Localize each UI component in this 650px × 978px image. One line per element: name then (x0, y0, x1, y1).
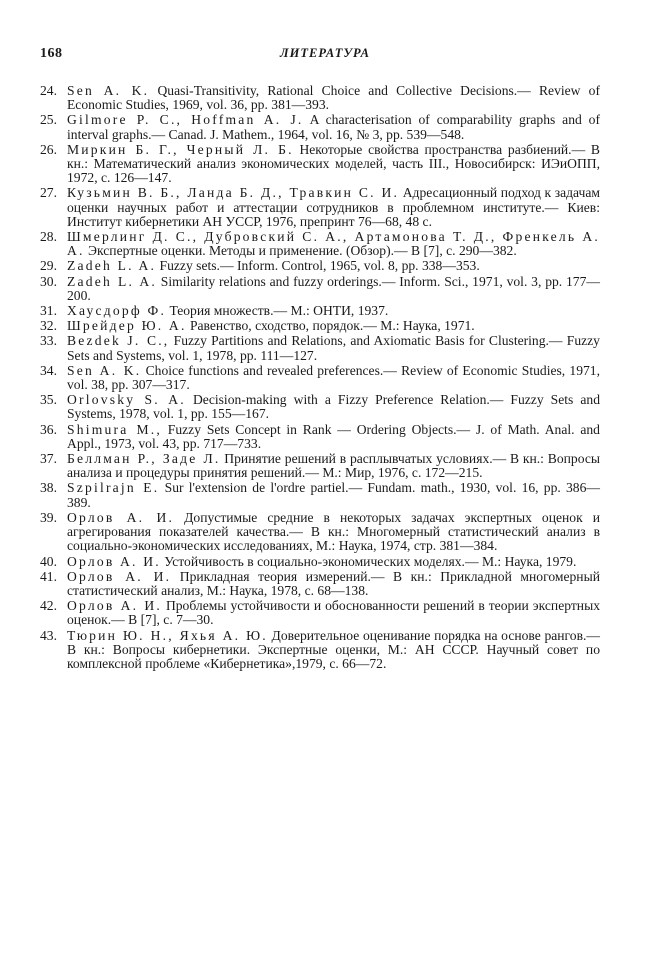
reference-number: 41. (40, 568, 57, 584)
reference-item (40, 143, 600, 186)
reference-number: 40. (40, 553, 57, 569)
reference-text: Fuzzy Sets Concept in Rank — Ordering Objects.— J. of Math. Anal. and Appl., 1973, vol. 43, pp. 717—733. (67, 421, 600, 451)
reference-text: Некоторые свойства пространства разбиений.— В кн.: Математический анализ экономических моделей, часть III., Новосибирск: ИЭиОПП, 1972, с. 126—147. (67, 141, 600, 186)
reference-number: 35. (40, 392, 57, 408)
reference-number: 27. (40, 185, 57, 201)
reference-item (40, 275, 600, 303)
reference-list (40, 84, 600, 672)
reference-author: Тюрин Ю. Н., Яхья А. Ю. (67, 627, 268, 643)
reference-author: Орлов А. И. (67, 568, 172, 584)
reference-item (40, 319, 600, 333)
reference-number: 33. (40, 333, 57, 349)
page-number: 168 (40, 46, 63, 61)
reference-item (40, 511, 600, 554)
reference-item (40, 393, 600, 421)
reference-number: 42. (40, 598, 57, 614)
reference-item (40, 334, 600, 362)
reference-text: Fuzzy Partitions and Relations, and Axiomatic Basis for Clustering.— Fuzzy Sets and Systems, vol. 1, 1978, pp. 111—127. (67, 333, 600, 363)
reference-item (40, 452, 600, 480)
reference-item (40, 629, 600, 672)
reference-text: Адресационный подход к задачам оценки научных работ и аттестации сотрудников в проблемном институте.— Киев: Институт кибернетики АН УССР, 1976, препринт 76—68, 48 с. (67, 185, 601, 229)
reference-author: Szpilrajn E. (67, 480, 160, 496)
reference-number: 29. (40, 258, 57, 274)
reference-author: Sen A. K. (67, 362, 142, 378)
reference-text: Fuzzy sets.— Inform. Control, 1965, vol. 8, pp. 338—353. (156, 258, 480, 274)
reference-text: Устойчивость в социально-экономических моделях.— М.: Наука, 1979. (160, 553, 577, 569)
reference-text: Экспертные оценки. Методы и применение. (Обзор).— В [7], с. 290—382. (84, 243, 517, 259)
reference-text: Допустимые средние в некоторых задачах экспертных оценок и агрегирования показателей качества.— В кн.: Многомерный статистический анализ в социально-экономических исследованиях, М.: Наука, 1974, стр. 381—384. (67, 509, 600, 554)
reference-text: Quasi-Transitivity, Rational Choice and Collective Decisions.— Review of Economic Studies, 1969, vol. 36, pp. 381—393. (67, 83, 601, 113)
reference-number: 24. (40, 83, 57, 98)
reference-author: Шмерлинг Д. С., Дубровский С. А., Артамонова Т. Д., Френкель А. А. (67, 229, 600, 259)
reference-text: Similarity relations and fuzzy orderings.— Inform. Sci., 1971, vol. 3, pp. 177—200. (67, 273, 600, 303)
reference-item (40, 186, 600, 229)
reference-item (40, 599, 600, 627)
reference-item (40, 113, 600, 141)
reference-author: Орлов А. И. (67, 509, 175, 525)
reference-number: 28. (40, 229, 57, 245)
reference-text: Decision-making with a Fizzy Preference Relation.— Fuzzy Sets and Systems, 1978, vol. 1, pp. 155—167. (67, 392, 601, 422)
reference-number: 31. (40, 303, 57, 319)
reference-author: Bezdek J. C., (67, 333, 170, 349)
reference-text: Проблемы устойчивости и обоснованности решений в теории экспертных оценок.— В [7], с. 7—30. (67, 598, 600, 628)
reference-number: 26. (40, 141, 57, 157)
reference-item (40, 230, 600, 258)
reference-number: 25. (40, 112, 57, 128)
reference-author: Zadeh L. A. (67, 273, 157, 289)
reference-text: Равенство, сходство, порядок.— М.: Наука, 1971. (186, 318, 475, 334)
reference-text: Доверительное оценивание порядка на основе рангов.— В кн.: Вопросы кибернетики. Экспертные оценки, М.: АН СССР. Научный совет по комплексной проблеме «Кибернетика»,1979, с. 66—72. (67, 627, 601, 671)
reference-author: Хаусдорф Ф. (67, 303, 167, 319)
reference-author: Орлов А. И. (67, 553, 161, 569)
reference-item (40, 481, 600, 509)
reference-author: Кузьмин В. Б., Ланда Б. Д., Травкин С. И. (67, 185, 400, 201)
reference-author: Orlovsky S. A. (67, 392, 186, 408)
reference-number: 34. (40, 362, 57, 378)
reference-item (40, 555, 600, 569)
reference-text: Прикладная теория измерений.— В кн.: Прикладной многомерный статистический анализ, М.: Наука, 1978, с. 68—138. (67, 568, 600, 598)
reference-author: Шрейдер Ю. А. (67, 318, 187, 334)
reference-number: 30. (40, 273, 57, 289)
reference-author: Орлов А. И. (67, 598, 162, 614)
reference-text: A characterisation of comparability graphs and of interval graphs.— Canad. J. Mathem., 1964, vol. 16, № 3, pp. 539—548. (67, 112, 600, 142)
reference-author: Zadeh L. A. (67, 258, 157, 274)
reference-author: Миркин Б. Г., Черный Л. Б. (67, 141, 294, 157)
reference-text: Теория множеств.— М.: ОНТИ, 1937. (166, 303, 389, 319)
reference-number: 43. (40, 627, 57, 643)
reference-number: 39. (40, 509, 57, 525)
reference-item (40, 304, 600, 318)
reference-item (40, 423, 600, 451)
reference-number: 36. (40, 421, 57, 437)
page-header (40, 46, 610, 64)
reference-text: Choice functions and revealed preferences.— Review of Economic Studies, 1971, vol. 38, pp. 307—317. (67, 362, 601, 393)
reference-item (40, 259, 600, 273)
reference-item (40, 84, 600, 112)
reference-item (40, 570, 600, 598)
reference-author: Gilmore P. C., Hoffman A. J. (67, 112, 304, 128)
running-title: ЛИТЕРАТУРА (280, 46, 370, 60)
reference-author: Shimura M., (67, 421, 162, 437)
reference-text: Sur l'extension de l'ordre partiel.— Fundam. math., 1930, vol. 16, pp. 386—389. (67, 480, 600, 510)
reference-item (40, 364, 600, 392)
reference-number: 37. (40, 451, 57, 467)
reference-text: Принятие решений в расплывчатых условиях.— В кн.: Вопросы анализа и процедуры принятия решений.— М.: Мир, 1976, с. 172—215. (67, 451, 600, 481)
reference-number: 38. (40, 480, 57, 496)
reference-number: 32. (40, 318, 57, 334)
reference-author: Беллман Р., Заде Л. (67, 451, 221, 467)
reference-author: Sen A. K. (67, 83, 150, 98)
